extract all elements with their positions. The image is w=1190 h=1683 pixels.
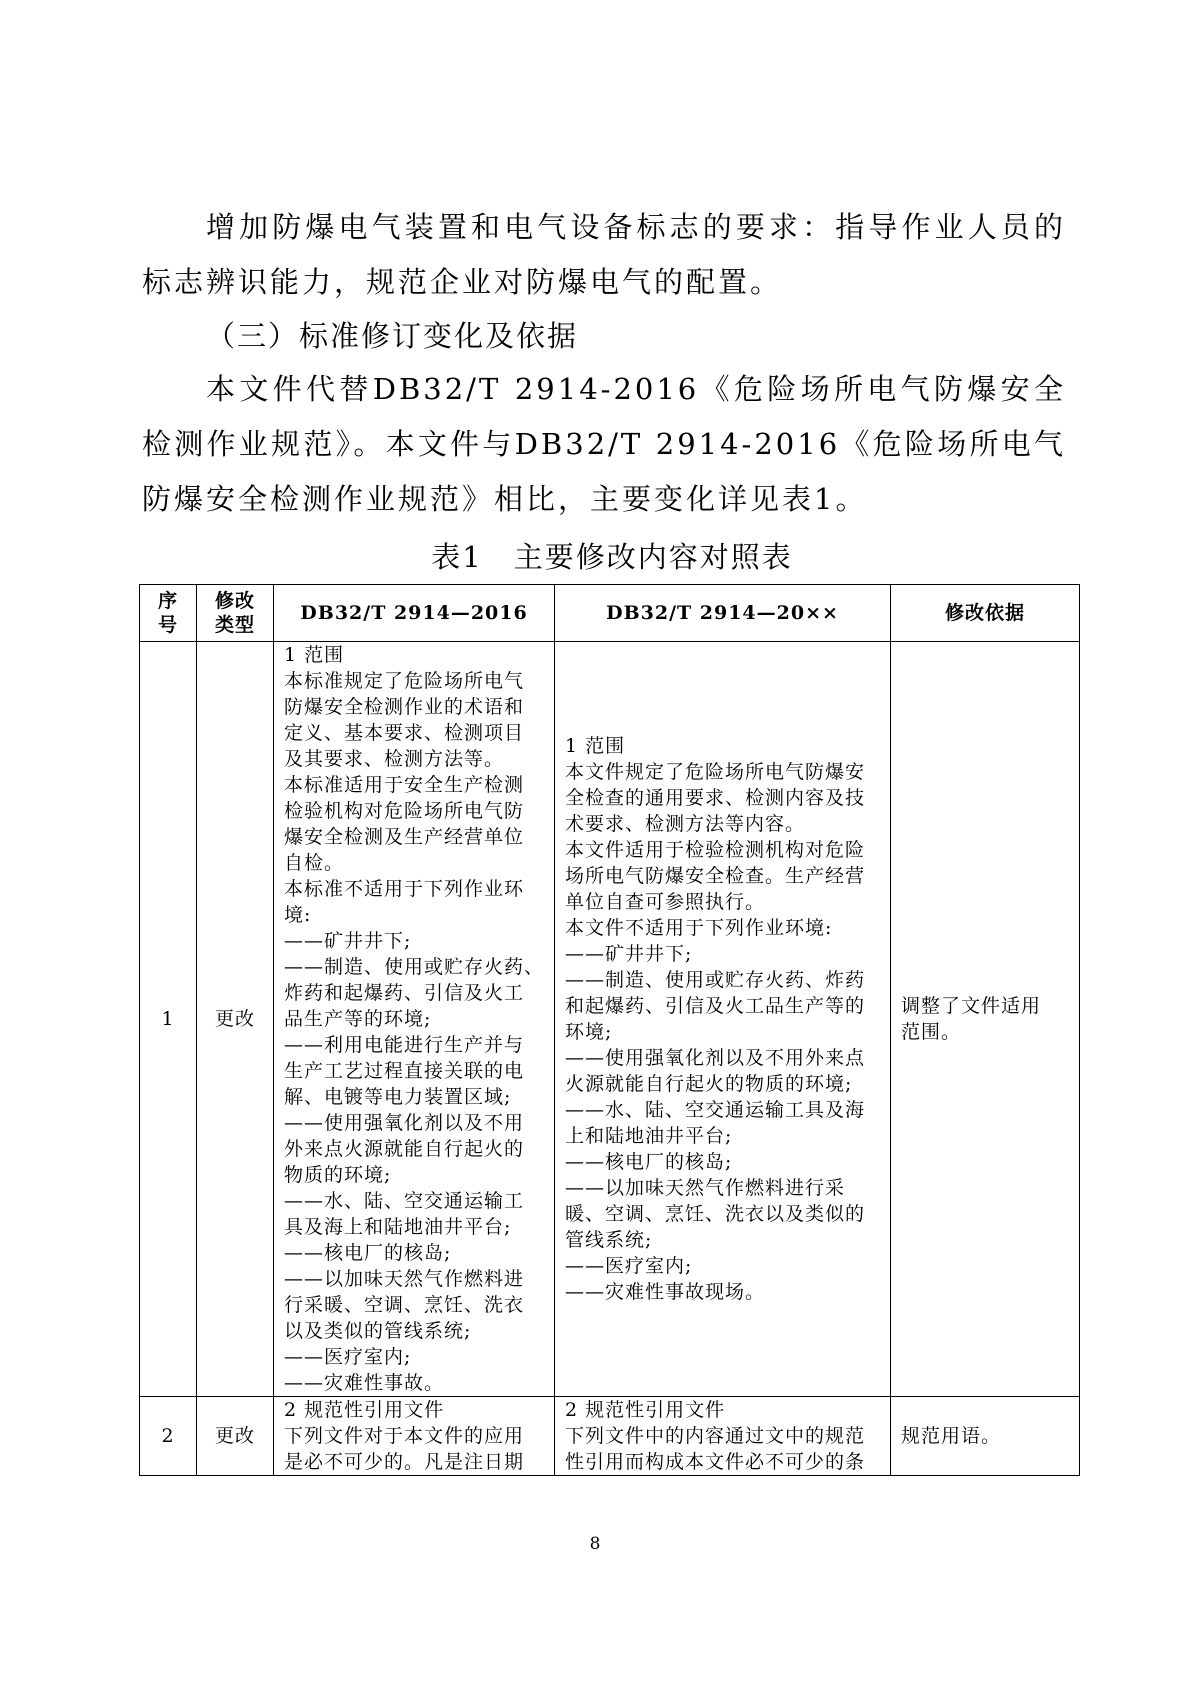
table-row	[140, 642, 1080, 1397]
cell-text-line: 2 规范性引用文件	[284, 1399, 445, 1421]
cell-text-line: 本标准规定了危险场所电气	[284, 670, 525, 692]
cell-text-line: 本标准适用于安全生产检测	[284, 774, 525, 796]
cell-text-line: 本文件不适用于下列作业环境:	[565, 917, 833, 939]
cell-text-line: ——医疗室内;	[565, 1255, 693, 1277]
cell-text-line: ——矿井井下;	[284, 930, 412, 952]
cell-text-line: 炸药和起爆药、引信及火工	[284, 982, 525, 1004]
cell-text-line: 性引用而构成本文件必不可少的条	[565, 1451, 866, 1473]
cell-serial-number: 2	[140, 1397, 197, 1476]
paragraph-replacement-statement: 本文件代替DB32/T 2914-2016《危险场所电气防爆安全检测作业规范》。本文件与DB32/T 2914-2016《危险场所电气防爆安全检测作业规范》相比，主要变化详见表1。	[142, 372, 1066, 516]
cell-text-line: 暖、空调、烹饪、洗衣以及类似的	[565, 1203, 866, 1225]
cell-text-line: ——使用强氧化剂以及不用外来点	[565, 1047, 866, 1069]
cell-text-line: 1 范围	[565, 735, 626, 757]
table-caption: 表1 主要修改内容对照表	[431, 540, 793, 574]
cell-text-line: 管线系统;	[565, 1229, 653, 1251]
cell-change-basis	[891, 642, 1080, 1397]
cell-text-line: ——水、陆、空交通运输工	[284, 1190, 525, 1212]
cell-text-line: 上和陆地油井平台;	[565, 1125, 733, 1147]
cell-text-line: 和起爆药、引信及火工品生产等的	[565, 995, 866, 1017]
cell-change-type: 更改	[197, 642, 274, 1397]
cell-text-line: 调整了文件适用	[901, 995, 1042, 1017]
cell-text-line: 下列文件中的内容通过文中的规范	[565, 1425, 866, 1447]
cell-text-line: ——核电厂的核岛;	[284, 1242, 452, 1264]
cell-text-line: 爆安全检测及生产经营单位	[284, 826, 525, 848]
header-new-standard: DB32/T 2914—20××	[555, 585, 891, 642]
cell-text-line: 火源就能自行起火的物质的环境;	[565, 1073, 853, 1095]
header-change-basis: 修改依据	[891, 585, 1080, 642]
cell-text-line: ——利用电能进行生产并与	[284, 1034, 525, 1056]
cell-text-line: 场所电气防爆安全检查。生产经营	[565, 865, 866, 887]
paragraph-marking-requirements: 增加防爆电气装置和电气设备标志的要求：指导作业人员的标志辨识能力，规范企业对防爆电气的配置。	[142, 210, 1066, 299]
cell-text-line: ——核电厂的核岛;	[565, 1151, 733, 1173]
cell-change-type: 更改	[197, 1397, 274, 1476]
table-row	[140, 1397, 1080, 1476]
cell-text-line: 生产工艺过程直接关联的电	[284, 1060, 525, 1082]
cell-text-line: 环境;	[565, 1021, 613, 1043]
cell-text-line: 全检查的通用要求、检测内容及技	[565, 787, 866, 809]
cell-text-line: 外来点火源就能自行起火的	[284, 1138, 525, 1160]
cell-text-line: 本标准不适用于下列作业环	[284, 878, 525, 900]
cell-text-line: 自检。	[284, 852, 345, 874]
cell-text-line: 范围。	[901, 1021, 962, 1043]
cell-new-standard	[555, 642, 891, 1397]
cell-text-line: 行采暖、空调、烹饪、洗衣	[284, 1294, 525, 1316]
cell-old-standard	[274, 1397, 555, 1476]
cell-text-line: ——制造、使用或贮存火药、炸药	[565, 969, 866, 991]
cell-text-line: 下列文件对于本文件的应用	[284, 1425, 525, 1447]
table-header-row	[140, 585, 1080, 642]
cell-text-line: 解、电镀等电力装置区域;	[284, 1086, 512, 1108]
cell-text-line: 检验机构对危险场所电气防	[284, 800, 525, 822]
cell-text-line: ——以加味天然气作燃料进	[284, 1268, 525, 1290]
cell-text-line: 规范用语。	[901, 1425, 1002, 1447]
cell-text-line: 是必不可少的。凡是注日期	[284, 1451, 525, 1473]
cell-change-basis	[891, 1397, 1080, 1476]
cell-text-line: 本文件规定了危险场所电气防爆安	[565, 761, 866, 783]
cell-text-line: 2 规范性引用文件	[565, 1399, 726, 1421]
page-number: 8	[589, 1534, 601, 1554]
section-heading-revision-changes: （三）标准修订变化及依据	[206, 319, 579, 353]
cell-text-line: ——医疗室内;	[284, 1346, 412, 1368]
comparison-table	[139, 584, 1080, 1476]
cell-old-standard	[274, 642, 555, 1397]
cell-text-line: ——使用强氧化剂以及不用	[284, 1112, 525, 1134]
cell-text-line: 品生产等的环境;	[284, 1008, 432, 1030]
cell-text-line: 单位自查可参照执行。	[565, 891, 766, 913]
cell-text-line: 本文件适用于检验检测机构对危险	[565, 839, 866, 861]
cell-text-line: 防爆安全检测作业的术语和	[284, 696, 525, 718]
cell-text-line: ——水、陆、空交通运输工具及海	[565, 1099, 866, 1121]
header-change-type: 修改 类型	[197, 585, 274, 642]
cell-text-line: 境:	[284, 904, 312, 926]
cell-text-line: 具及海上和陆地油井平台;	[284, 1216, 512, 1238]
header-serial-number: 序 号	[140, 585, 197, 642]
cell-text-line: ——灾难性事故。	[284, 1372, 445, 1394]
cell-text-line: ——制造、使用或贮存火药、	[284, 956, 545, 978]
cell-text-line: 及其要求、检测方法等。	[284, 748, 505, 770]
cell-text-line: 物质的环境;	[284, 1164, 392, 1186]
cell-new-standard	[555, 1397, 891, 1476]
cell-text-line: ——矿井井下;	[565, 943, 693, 965]
cell-text-line: 1 范围	[284, 644, 345, 666]
cell-serial-number: 1	[140, 642, 197, 1397]
cell-text-line: 术要求、检测方法等内容。	[565, 813, 806, 835]
cell-text-line: 以及类似的管线系统;	[284, 1320, 472, 1342]
header-old-standard: DB32/T 2914—2016	[274, 585, 555, 642]
cell-text-line: ——以加味天然气作燃料进行采	[565, 1177, 846, 1199]
cell-text-line: 定义、基本要求、检测项目	[284, 722, 525, 744]
cell-text-line: ——灾难性事故现场。	[565, 1281, 766, 1303]
